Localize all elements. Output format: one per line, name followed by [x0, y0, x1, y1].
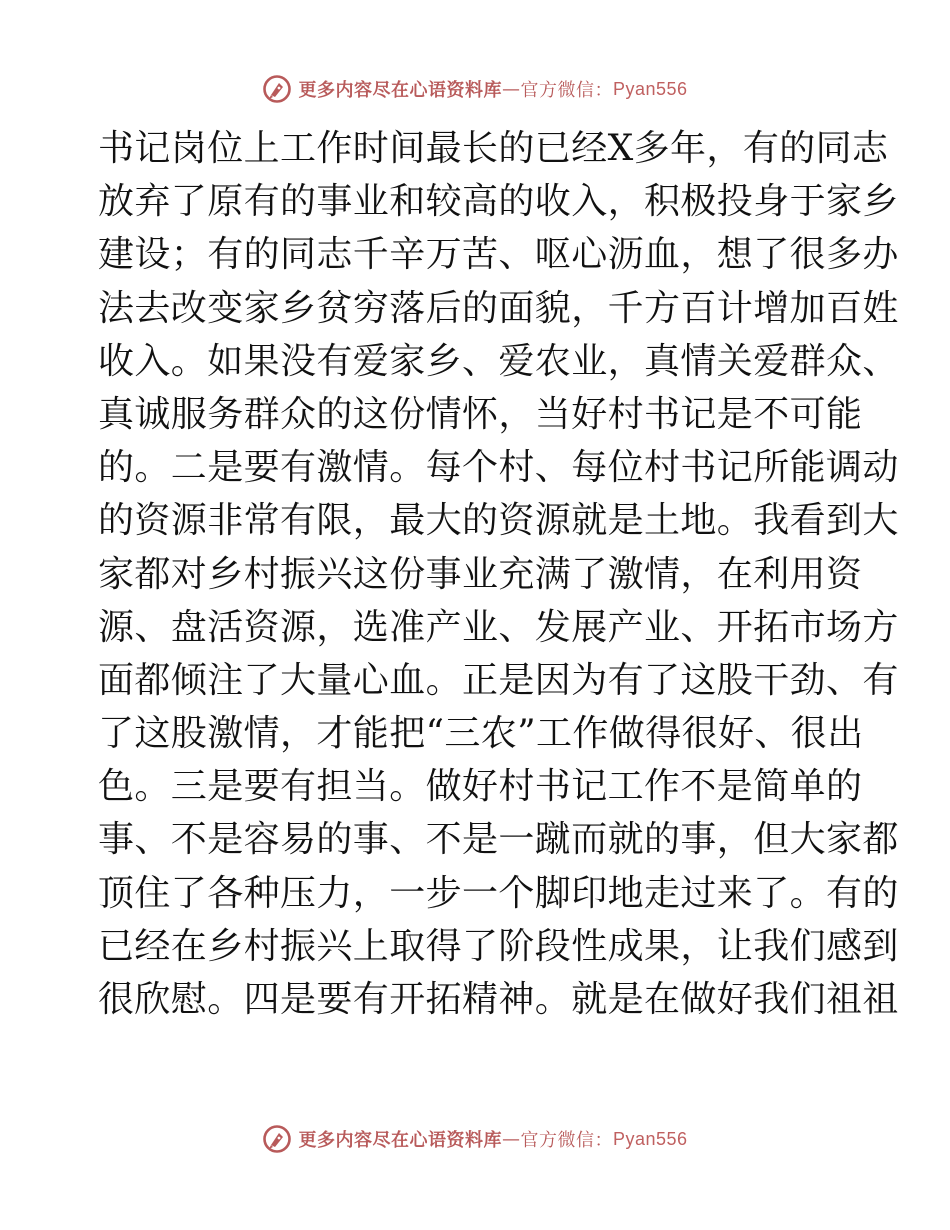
- watermark-wechat-id: Pyan556: [612, 1128, 688, 1149]
- text-line: 很欣慰。四是要有开拓精神。就是在做好我们祖祖: [98, 979, 899, 1020]
- text-line: 色。三是要有担当。做好村书记工作不是简单的: [98, 766, 863, 808]
- text-line: 建设；有的同志千辛万苦、呕心沥血，想了很多办: [98, 234, 899, 276]
- text-line: 顶住了各种压力，一步一个脚印地走过来了。有的: [98, 872, 899, 914]
- watermark-text: [298, 76, 687, 102]
- text-line: 的资源非常有限，最大的资源就是土地。我看到大: [98, 500, 899, 542]
- document-body: [98, 122, 899, 1026]
- watermark-main-text: 更多内容尽在心语资料库: [298, 1130, 502, 1151]
- text-line: 收入。如果没有爱家乡、爱农业，真情关爱群众、: [98, 340, 899, 382]
- text-line: 事、不是容易的事、不是一蹴而就的事，但大家都: [98, 819, 899, 861]
- pen-nib-logo-icon: [262, 1124, 292, 1154]
- watermark-separator: —: [501, 78, 521, 100]
- watermark-wechat-label: 官方微信：: [520, 1130, 613, 1151]
- text-line: 放弃了原有的事业和较高的收入，积极投身于家乡: [98, 181, 899, 223]
- watermark-wechat-id: Pyan556: [612, 78, 688, 99]
- watermark-separator: —: [501, 1128, 521, 1150]
- text-line: 已经在乡村振兴上取得了阶段性成果，让我们感到: [98, 925, 899, 967]
- header-watermark: [0, 74, 950, 104]
- watermark-text: [298, 1126, 687, 1152]
- watermark-main-text: 更多内容尽在心语资料库: [298, 80, 502, 101]
- text-line: 书记岗位上工作时间最长的已经X多年，有的同志: [98, 128, 889, 169]
- text-line: 源、盘活资源，选准产业、发展产业、开拓市场方: [98, 606, 899, 648]
- watermark-wechat-label: 官方微信：: [520, 80, 613, 101]
- text-line: 法去改变家乡贫穷落后的面貌，千方百计增加百姓: [98, 287, 899, 329]
- text-line: 了这股激情，才能把“三农”工作做得很好、很出: [98, 713, 864, 755]
- text-line: 家都对乡村振兴这份事业充满了激情，在利用资: [98, 553, 863, 595]
- footer-watermark: [0, 1124, 950, 1154]
- text-line: 的。二是要有激情。每个村、每位村书记所能调动: [98, 447, 899, 489]
- text-line: 真诚服务群众的这份情怀，当好村书记是不可能: [98, 393, 863, 435]
- text-line: 面都倾注了大量心血。正是因为有了这股干劲、有: [98, 659, 899, 701]
- pen-nib-logo-icon: [262, 74, 292, 104]
